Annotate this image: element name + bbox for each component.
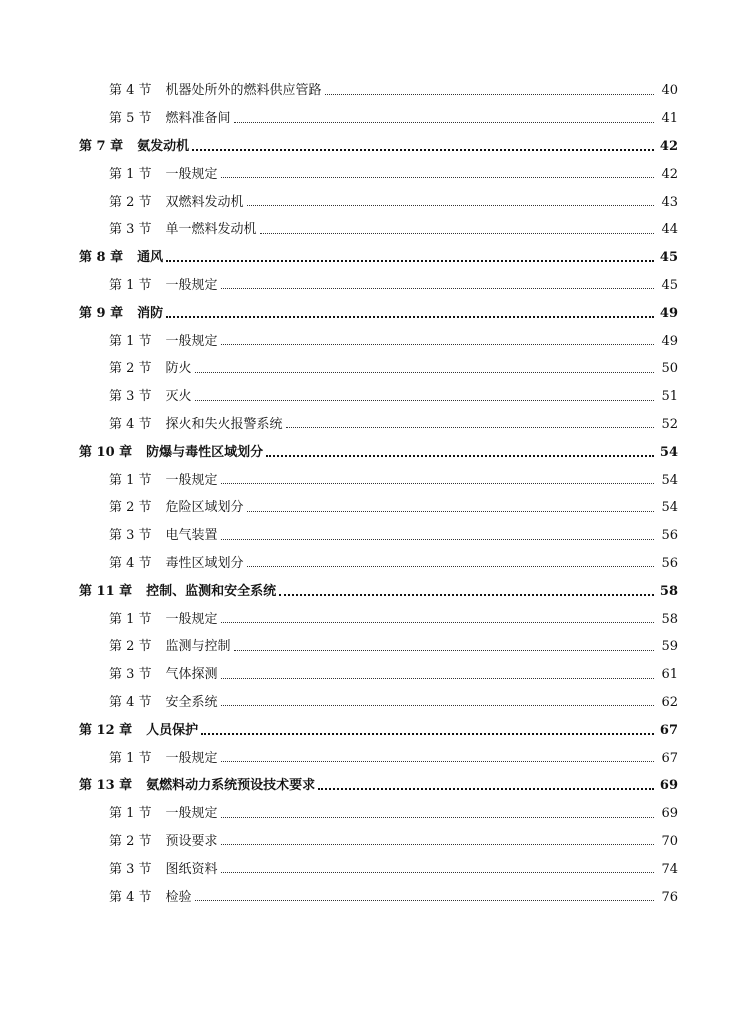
- page-number: 58: [661, 611, 678, 627]
- toc-chapter-entry[interactable]: [0, 577, 748, 605]
- dot-leader: [266, 454, 654, 457]
- chapter-number: 第 12 章: [79, 722, 133, 738]
- chapter-title: 控制、监测和安全系统: [146, 583, 277, 599]
- dot-leader: [221, 871, 654, 873]
- section-number: 第 3 节: [109, 861, 152, 877]
- page-number: 43: [661, 194, 678, 210]
- page-number: 69: [661, 806, 678, 822]
- toc-section-entry[interactable]: [0, 744, 748, 772]
- dot-leader: [166, 259, 654, 262]
- page-number: 69: [659, 778, 678, 794]
- section-number: 第 2 节: [109, 194, 152, 210]
- section-number: 第 4 节: [109, 83, 152, 99]
- page-number: 70: [661, 833, 678, 849]
- section-title: 一般规定: [165, 750, 218, 766]
- section-number: 第 1 节: [109, 277, 152, 293]
- section-title: 安全系统: [165, 694, 218, 710]
- section-number: 第 3 节: [109, 222, 152, 238]
- section-title: 检验: [165, 889, 192, 905]
- toc-section-entry[interactable]: [0, 689, 748, 717]
- section-title: 一般规定: [165, 611, 218, 627]
- dot-leader: [260, 232, 654, 234]
- section-number: 第 2 节: [109, 639, 152, 655]
- dot-leader: [221, 176, 654, 178]
- dot-leader: [279, 593, 654, 596]
- section-number: 第 2 节: [109, 500, 152, 516]
- dot-leader: [195, 899, 654, 901]
- chapter-number: 第 8 章: [79, 250, 124, 266]
- section-title: 一般规定: [165, 166, 218, 182]
- toc-section-entry[interactable]: [0, 550, 748, 578]
- section-number: 第 4 节: [109, 889, 152, 905]
- toc-section-entry[interactable]: [0, 188, 748, 216]
- toc-section-entry[interactable]: [0, 216, 748, 244]
- section-title: 预设要求: [165, 833, 218, 849]
- dot-leader: [166, 315, 654, 318]
- toc-section-entry[interactable]: [0, 160, 748, 188]
- section-title: 电气装置: [165, 528, 218, 544]
- dot-leader: [221, 538, 654, 540]
- dot-leader: [325, 93, 654, 95]
- chapter-title: 通风: [137, 250, 164, 266]
- toc-section-entry[interactable]: [0, 355, 748, 383]
- section-number: 第 2 节: [109, 361, 152, 377]
- dot-leader: [192, 148, 654, 151]
- dot-leader: [221, 343, 654, 345]
- dot-leader: [221, 816, 654, 818]
- toc-section-entry[interactable]: [0, 605, 748, 633]
- section-number: 第 1 节: [109, 472, 152, 488]
- toc-chapter-entry[interactable]: [0, 244, 748, 272]
- dot-leader: [221, 677, 654, 679]
- section-title: 一般规定: [165, 277, 218, 293]
- dot-leader: [221, 704, 654, 706]
- page-number: 42: [659, 138, 678, 154]
- section-number: 第 5 节: [109, 111, 152, 127]
- section-number: 第 1 节: [109, 166, 152, 182]
- section-number: 第 2 节: [109, 833, 152, 849]
- toc-chapter-entry[interactable]: [0, 299, 748, 327]
- dot-leader: [221, 760, 654, 762]
- section-number: 第 1 节: [109, 806, 152, 822]
- section-number: 第 1 节: [109, 750, 152, 766]
- page-number: 56: [661, 528, 678, 544]
- toc-chapter-entry[interactable]: [0, 716, 748, 744]
- page-number: 40: [661, 83, 678, 99]
- toc-section-entry[interactable]: [0, 411, 748, 439]
- chapter-number: 第 10 章: [79, 444, 133, 460]
- section-title: 一般规定: [165, 472, 218, 488]
- toc-section-entry[interactable]: [0, 327, 748, 355]
- section-number: 第 4 节: [109, 694, 152, 710]
- page-number: 45: [659, 250, 678, 266]
- page-number: 42: [661, 166, 678, 182]
- toc-section-entry[interactable]: [0, 855, 748, 883]
- page-number: 67: [661, 750, 678, 766]
- page-number: 62: [661, 694, 678, 710]
- page-number: 74: [661, 861, 678, 877]
- page-number: 76: [661, 889, 678, 905]
- section-number: 第 4 节: [109, 416, 152, 432]
- toc-section-entry[interactable]: [0, 633, 748, 661]
- page-number: 49: [659, 305, 678, 321]
- toc-section-entry[interactable]: [0, 77, 748, 105]
- dot-leader: [221, 621, 654, 623]
- section-number: 第 3 节: [109, 528, 152, 544]
- section-title: 一般规定: [165, 806, 218, 822]
- dot-leader: [221, 843, 654, 845]
- toc-section-entry[interactable]: [0, 800, 748, 828]
- chapter-number: 第 13 章: [79, 778, 133, 794]
- chapter-title: 人员保护: [146, 722, 199, 738]
- dot-leader: [247, 204, 654, 206]
- page-number: 67: [659, 722, 678, 738]
- section-title: 一般规定: [165, 333, 218, 349]
- section-number: 第 3 节: [109, 389, 152, 405]
- section-title: 监测与控制: [165, 639, 231, 655]
- chapter-number: 第 11 章: [79, 583, 133, 599]
- chapter-title: 氨燃料动力系统预设技术要求: [146, 778, 316, 794]
- section-title: 双燃料发动机: [165, 194, 244, 210]
- page-number: 49: [661, 333, 678, 349]
- section-title: 单一燃料发动机: [165, 222, 257, 238]
- toc-section-entry[interactable]: [0, 466, 748, 494]
- dot-leader: [221, 287, 654, 289]
- section-title: 毒性区域划分: [165, 555, 244, 571]
- section-number: 第 3 节: [109, 667, 152, 683]
- section-title: 燃料准备间: [165, 111, 231, 127]
- dot-leader: [201, 732, 654, 735]
- section-title: 机器处所外的燃料供应管路: [165, 83, 322, 99]
- dot-leader: [247, 565, 654, 567]
- section-title: 图纸资料: [165, 861, 218, 877]
- page-number: 58: [659, 583, 678, 599]
- page-number: 59: [661, 639, 678, 655]
- toc-section-entry[interactable]: [0, 105, 748, 133]
- dot-leader: [221, 482, 654, 484]
- toc-section-entry[interactable]: [0, 494, 748, 522]
- page-number: 56: [661, 555, 678, 571]
- section-title: 灭火: [165, 389, 192, 405]
- chapter-title: 氨发动机: [137, 138, 190, 154]
- section-title: 防火: [165, 361, 192, 377]
- section-number: 第 1 节: [109, 333, 152, 349]
- page-number: 52: [661, 416, 678, 432]
- dot-leader: [247, 510, 654, 512]
- page-number: 61: [661, 667, 678, 683]
- toc-section-entry[interactable]: [0, 883, 748, 911]
- dot-leader: [195, 399, 654, 401]
- page-number: 44: [661, 222, 678, 238]
- dot-leader: [234, 649, 654, 651]
- chapter-number: 第 9 章: [79, 305, 124, 321]
- chapter-title: 防爆与毒性区域划分: [146, 444, 264, 460]
- section-title: 危险区域划分: [165, 500, 244, 516]
- chapter-number: 第 7 章: [79, 138, 124, 154]
- toc-section-entry[interactable]: [0, 383, 748, 411]
- page-number: 50: [661, 361, 678, 377]
- toc-chapter-entry[interactable]: [0, 438, 748, 466]
- page-number: 54: [659, 444, 678, 460]
- page-number: 41: [661, 111, 678, 127]
- dot-leader: [286, 426, 654, 428]
- dot-leader: [234, 121, 654, 123]
- toc-section-entry[interactable]: [0, 661, 748, 689]
- toc-chapter-entry[interactable]: [0, 772, 748, 800]
- section-title: 气体探测: [165, 667, 218, 683]
- page-number: 54: [661, 472, 678, 488]
- section-number: 第 4 节: [109, 555, 152, 571]
- toc-section-entry[interactable]: [0, 272, 748, 300]
- dot-leader: [195, 371, 654, 373]
- page-number: 51: [661, 389, 678, 405]
- page-number: 45: [661, 277, 678, 293]
- toc-section-entry[interactable]: [0, 522, 748, 550]
- toc-chapter-entry[interactable]: [0, 133, 748, 161]
- section-title: 探火和失火报警系统: [165, 416, 283, 432]
- page-number: 54: [661, 500, 678, 516]
- section-number: 第 1 节: [109, 611, 152, 627]
- toc-section-entry[interactable]: [0, 828, 748, 856]
- table-of-contents: [0, 77, 748, 911]
- chapter-title: 消防: [137, 305, 164, 321]
- dot-leader: [318, 787, 654, 790]
